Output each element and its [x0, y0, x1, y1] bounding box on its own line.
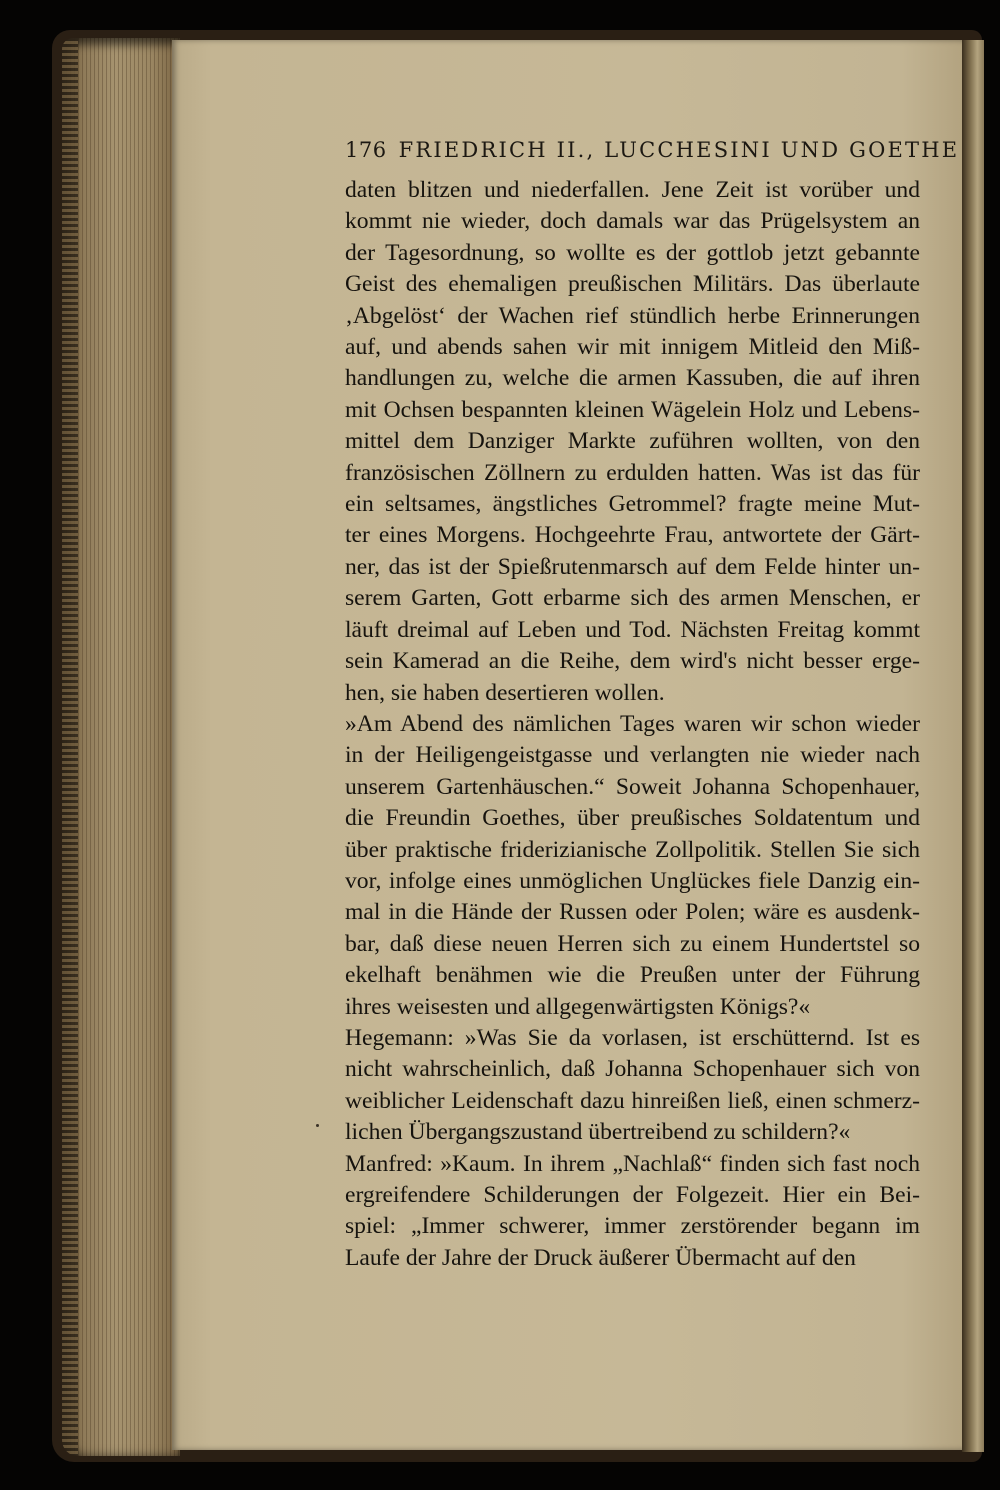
text-line: vor, infolge eines unmöglichen Unglückes fiele Danzig ein-: [345, 867, 920, 894]
text-line: ter eines Morgens. Hochgeehrte Frau, antwortete der Gärt-: [345, 522, 920, 549]
text-line: »Am Abend des nämlichen Tages waren wir schon wieder: [345, 710, 920, 737]
text-line: Manfred: »Kaum. In ihrem „Nachlaß“ finden sich fast noch: [345, 1150, 920, 1177]
text-line: sein Kamerad an die Reihe, dem wird's nicht besser erge-: [345, 648, 920, 675]
text-line: serem Garten, Gott erbarme sich des armen Menschen, er: [345, 585, 920, 612]
text-line: ekelhaft benähmen wie die Preußen unter der Führung: [345, 962, 920, 989]
text-line: bar, daß diese neuen Herren sich zu einem Hundertstel so: [345, 930, 920, 957]
page-number: 176: [345, 138, 387, 162]
running-title: FRIEDRICH II., LUCCHESINI UND GOETHE: [398, 138, 960, 162]
text-line: Laufe der Jahre der Druck äußerer Übermacht auf den: [345, 1244, 856, 1271]
text-line: französischen Zöllnern zu erdulden hatten. Was ist das für: [345, 459, 920, 486]
text-line: ‚Abgelöst‘ der Wachen rief stündlich herbe Erinnerungen: [345, 302, 920, 329]
text-line: daten blitzen und niederfallen. Jene Zeit ist vorüber und: [345, 177, 920, 203]
text-line: Hegemann: »Was Sie da vorlasen, ist erschütternd. Ist es: [345, 1024, 920, 1051]
text-line: mittel dem Danziger Markte zuführen wollten, von den: [345, 428, 920, 455]
text-line: die Freundin Goethes, über preußisches Soldatentum und: [345, 805, 920, 832]
text-line: hen, sie haben desertieren wollen.: [345, 679, 665, 706]
text-line: ner, das ist der Spießrutenmarsch auf dem Felde hinter un-: [345, 553, 920, 580]
text-line: mit Ochsen bespannten kleinen Wägelein Holz und Lebens-: [345, 396, 920, 423]
book-gutter: [962, 40, 984, 1452]
text-line: lichen Übergangszustand übertreibend zu schildern?«: [345, 1119, 851, 1146]
text-line: unserem Gartenhäuschen.“ Soweit Johanna Schopenhauer,: [345, 773, 920, 800]
text-line: der Tagesordnung, so wollte es der gottlob jetzt gebannte: [345, 239, 920, 266]
body-text: [345, 175, 920, 1274]
text-line: handlungen zu, welche die armen Kassuben, die auf ihren: [345, 365, 920, 392]
text-line: nicht wahrscheinlich, daß Johanna Schopenhauer sich von: [345, 1056, 920, 1083]
text-line: Geist des ehemaligen preußischen Militärs. Das überlaute: [345, 271, 920, 298]
paper-speck: [316, 1124, 319, 1127]
page-edges: [62, 38, 180, 1456]
text-line: ihres weisesten und allgegenwärtigsten Königs?«: [345, 993, 811, 1020]
text-line: mal in die Hände der Russen oder Polen; wäre es ausdenk-: [345, 899, 920, 926]
binding-edge: [62, 38, 78, 1456]
text-line: kommt nie wieder, doch damals war das Prügelsystem an: [345, 208, 920, 235]
text-line: über praktische friderizianische Zollpolitik. Stellen Sie sich: [345, 836, 920, 863]
text-line: ein seltsames, ängstliches Getrommel? fragte meine Mut-: [345, 491, 920, 518]
text-line: weiblicher Leidenschaft dazu hinreißen ließ, einen schmerz-: [345, 1087, 920, 1114]
text-line: läuft dreimal auf Leben und Tod. Nächsten Freitag kommt: [345, 616, 920, 643]
text-line: in der Heiligengeistgasse und verlangten nie wieder nach: [345, 742, 920, 769]
text-line: spiel: „Immer schwerer, immer zerstörender begann im: [345, 1213, 920, 1240]
text-line: ergreifendere Schilderungen der Folgezeit. Hier ein Bei-: [345, 1182, 920, 1208]
running-header: [345, 138, 960, 168]
text-line: auf, und abends sahen wir mit innigem Mitleid den Miß-: [345, 334, 920, 361]
